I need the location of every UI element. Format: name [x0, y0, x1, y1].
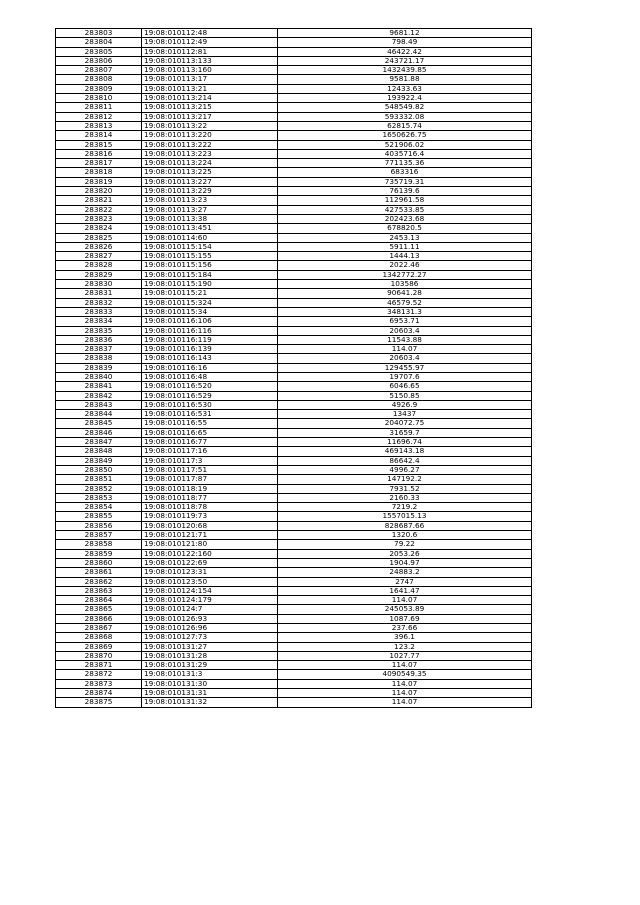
cadastral-number-cell: 19:08:010117:16: [142, 447, 278, 456]
value-cell: 114.07: [278, 596, 532, 605]
cadastral-number-cell: 19:08:010116:116: [142, 326, 278, 335]
record-number-cell: 283839: [56, 363, 142, 372]
table-row: [56, 558, 532, 567]
table-row: [56, 121, 532, 130]
cadastral-number-cell: 19:08:010113:17: [142, 75, 278, 84]
table-row: [56, 252, 532, 261]
record-number-cell: 283855: [56, 512, 142, 521]
record-number-cell: 283831: [56, 289, 142, 298]
cadastral-number-cell: 19:08:010113:220: [142, 131, 278, 140]
table-row: [56, 670, 532, 679]
table-row: [56, 605, 532, 614]
table-row: [56, 484, 532, 493]
table-row: [56, 242, 532, 251]
record-number-cell: 283858: [56, 540, 142, 549]
value-cell: 123.2: [278, 642, 532, 651]
table-row: [56, 317, 532, 326]
cadastral-number-cell: 19:08:010113:27: [142, 205, 278, 214]
value-cell: 20603.4: [278, 326, 532, 335]
table-row: [56, 66, 532, 75]
record-number-cell: 283816: [56, 149, 142, 158]
value-cell: 593332.08: [278, 112, 532, 121]
record-number-cell: 283848: [56, 447, 142, 456]
value-cell: 204072.75: [278, 419, 532, 428]
table-row: [56, 549, 532, 558]
table-row: [56, 233, 532, 242]
table-row: [56, 149, 532, 158]
record-number-cell: 283824: [56, 224, 142, 233]
record-number-cell: 283854: [56, 503, 142, 512]
value-cell: 427533.85: [278, 205, 532, 214]
cadastral-number-cell: 19:08:010113:133: [142, 56, 278, 65]
cadastral-number-cell: 19:08:010113:160: [142, 66, 278, 75]
record-number-cell: 283857: [56, 531, 142, 540]
cadastral-number-cell: 19:08:010113:227: [142, 177, 278, 186]
cadastral-number-cell: 19:08:010116:143: [142, 354, 278, 363]
record-number-cell: 283829: [56, 270, 142, 279]
table-row: [56, 391, 532, 400]
table-row: [56, 642, 532, 651]
record-number-cell: 283827: [56, 252, 142, 261]
cadastral-number-cell: 19:08:010118:19: [142, 484, 278, 493]
record-number-cell: 283832: [56, 298, 142, 307]
table-row: [56, 698, 532, 707]
table-row: [56, 493, 532, 502]
cadastral-number-cell: 19:08:010113:21: [142, 84, 278, 93]
table-row: [56, 465, 532, 474]
table-row: [56, 633, 532, 642]
value-cell: 678820.5: [278, 224, 532, 233]
value-cell: 2747: [278, 577, 532, 586]
data-table: [55, 28, 532, 708]
cadastral-number-cell: 19:08:010119:73: [142, 512, 278, 521]
record-number-cell: 283859: [56, 549, 142, 558]
table-row: [56, 224, 532, 233]
table-row: [56, 131, 532, 140]
value-cell: 11543.88: [278, 335, 532, 344]
table-row: [56, 596, 532, 605]
value-cell: 1557015.13: [278, 512, 532, 521]
value-cell: 112961.58: [278, 196, 532, 205]
table-row: [56, 326, 532, 335]
cadastral-number-cell: 19:08:010116:529: [142, 391, 278, 400]
record-number-cell: 283856: [56, 521, 142, 530]
record-number-cell: 283826: [56, 242, 142, 251]
cadastral-number-cell: 19:08:010113:229: [142, 187, 278, 196]
record-number-cell: 283874: [56, 689, 142, 698]
record-number-cell: 283864: [56, 596, 142, 605]
cadastral-number-cell: 19:08:010113:215: [142, 103, 278, 112]
value-cell: 735719.31: [278, 177, 532, 186]
table-row: [56, 428, 532, 437]
table-row: [56, 679, 532, 688]
value-cell: 46422.42: [278, 47, 532, 56]
record-number-cell: 283867: [56, 624, 142, 633]
cadastral-number-cell: 19:08:010116:55: [142, 419, 278, 428]
table-row: [56, 410, 532, 419]
record-number-cell: 283808: [56, 75, 142, 84]
value-cell: 245053.89: [278, 605, 532, 614]
value-cell: 202423.68: [278, 214, 532, 223]
record-number-cell: 283817: [56, 159, 142, 168]
record-number-cell: 283852: [56, 484, 142, 493]
cadastral-number-cell: 19:08:010115:184: [142, 270, 278, 279]
value-cell: 114.07: [278, 679, 532, 688]
record-number-cell: 283850: [56, 465, 142, 474]
table-row: [56, 475, 532, 484]
cadastral-number-cell: 19:08:010117:51: [142, 465, 278, 474]
record-number-cell: 283844: [56, 410, 142, 419]
value-cell: 1027.77: [278, 651, 532, 660]
value-cell: 396.1: [278, 633, 532, 642]
cadastral-number-cell: 19:08:010113:217: [142, 112, 278, 121]
table-row: [56, 531, 532, 540]
value-cell: 46579.52: [278, 298, 532, 307]
cadastral-number-cell: 19:08:010118:77: [142, 493, 278, 502]
record-number-cell: 283875: [56, 698, 142, 707]
record-number-cell: 283809: [56, 84, 142, 93]
record-number-cell: 283842: [56, 391, 142, 400]
table-row: [56, 651, 532, 660]
record-number-cell: 283804: [56, 38, 142, 47]
cadastral-number-cell: 19:08:010117:87: [142, 475, 278, 484]
record-number-cell: 283815: [56, 140, 142, 149]
value-cell: 86642.4: [278, 456, 532, 465]
cadastral-number-cell: 19:08:010112:81: [142, 47, 278, 56]
value-cell: 31659.7: [278, 428, 532, 437]
record-number-cell: 283828: [56, 261, 142, 270]
value-cell: 521906.02: [278, 140, 532, 149]
table-row: [56, 577, 532, 586]
table-row: [56, 38, 532, 47]
record-number-cell: 283830: [56, 280, 142, 289]
cadastral-number-cell: 19:08:010123:31: [142, 568, 278, 577]
table-row: [56, 438, 532, 447]
record-number-cell: 283866: [56, 614, 142, 623]
cadastral-number-cell: 19:08:010116:531: [142, 410, 278, 419]
table-row: [56, 112, 532, 121]
value-cell: 6046.65: [278, 382, 532, 391]
value-cell: 114.07: [278, 345, 532, 354]
record-number-cell: 283820: [56, 187, 142, 196]
cadastral-number-cell: 19:08:010115:190: [142, 280, 278, 289]
cadastral-number-cell: 19:08:010124:7: [142, 605, 278, 614]
record-number-cell: 283825: [56, 233, 142, 242]
record-number-cell: 283861: [56, 568, 142, 577]
cadastral-number-cell: 19:08:010131:29: [142, 661, 278, 670]
record-number-cell: 283803: [56, 29, 142, 38]
cadastral-number-cell: 19:08:010113:22: [142, 121, 278, 130]
value-cell: 771135.36: [278, 159, 532, 168]
cadastral-number-cell: 19:08:010123:50: [142, 577, 278, 586]
cadastral-number-cell: 19:08:010131:27: [142, 642, 278, 651]
cadastral-number-cell: 19:08:010114:60: [142, 233, 278, 242]
value-cell: 1342772.27: [278, 270, 532, 279]
cadastral-number-cell: 19:08:010121:71: [142, 531, 278, 540]
table-row: [56, 187, 532, 196]
table-body: [56, 29, 532, 708]
record-number-cell: 283812: [56, 112, 142, 121]
value-cell: 1904.97: [278, 558, 532, 567]
cadastral-number-cell: 19:08:010115:155: [142, 252, 278, 261]
record-number-cell: 283851: [56, 475, 142, 484]
cadastral-number-cell: 19:08:010116:48: [142, 372, 278, 381]
record-number-cell: 283841: [56, 382, 142, 391]
table-row: [56, 140, 532, 149]
record-number-cell: 283838: [56, 354, 142, 363]
value-cell: 2053.26: [278, 549, 532, 558]
value-cell: 79.22: [278, 540, 532, 549]
cadastral-number-cell: 19:08:010116:65: [142, 428, 278, 437]
value-cell: 828687.66: [278, 521, 532, 530]
record-number-cell: 283822: [56, 205, 142, 214]
table-row: [56, 447, 532, 456]
value-cell: 469143.18: [278, 447, 532, 456]
table-row: [56, 689, 532, 698]
table-row: [56, 29, 532, 38]
cadastral-number-cell: 19:08:010124:154: [142, 586, 278, 595]
record-number-cell: 283843: [56, 400, 142, 409]
cadastral-number-cell: 19:08:010113:223: [142, 149, 278, 158]
cadastral-number-cell: 19:08:010116:119: [142, 335, 278, 344]
value-cell: 2022.46: [278, 261, 532, 270]
cadastral-number-cell: 19:08:010117:3: [142, 456, 278, 465]
cadastral-number-cell: 19:08:010131:32: [142, 698, 278, 707]
value-cell: 9681.12: [278, 29, 532, 38]
value-cell: 1320.6: [278, 531, 532, 540]
record-number-cell: 283835: [56, 326, 142, 335]
value-cell: 20603.4: [278, 354, 532, 363]
record-number-cell: 283837: [56, 345, 142, 354]
table-row: [56, 270, 532, 279]
table-row: [56, 280, 532, 289]
value-cell: 243721.17: [278, 56, 532, 65]
record-number-cell: 283834: [56, 317, 142, 326]
value-cell: 1432439.85: [278, 66, 532, 75]
table-row: [56, 196, 532, 205]
cadastral-number-cell: 19:08:010112:49: [142, 38, 278, 47]
value-cell: 348131.3: [278, 307, 532, 316]
value-cell: 114.07: [278, 661, 532, 670]
value-cell: 4090549.35: [278, 670, 532, 679]
value-cell: 129455.97: [278, 363, 532, 372]
record-number-cell: 283849: [56, 456, 142, 465]
cadastral-number-cell: 19:08:010113:224: [142, 159, 278, 168]
value-cell: 147192.2: [278, 475, 532, 484]
record-number-cell: 283810: [56, 94, 142, 103]
table-row: [56, 168, 532, 177]
record-number-cell: 283870: [56, 651, 142, 660]
value-cell: 2453.13: [278, 233, 532, 242]
table-row: [56, 661, 532, 670]
record-number-cell: 283868: [56, 633, 142, 642]
value-cell: 1444.13: [278, 252, 532, 261]
value-cell: 13437: [278, 410, 532, 419]
table-row: [56, 345, 532, 354]
table-row: [56, 540, 532, 549]
value-cell: 11696.74: [278, 438, 532, 447]
value-cell: 193922.4: [278, 94, 532, 103]
table-row: [56, 568, 532, 577]
table-row: [56, 335, 532, 344]
cadastral-number-cell: 19:08:010124:179: [142, 596, 278, 605]
table-row: [56, 512, 532, 521]
record-number-cell: 283813: [56, 121, 142, 130]
value-cell: 19707.6: [278, 372, 532, 381]
record-number-cell: 283863: [56, 586, 142, 595]
table-row: [56, 419, 532, 428]
record-number-cell: 283871: [56, 661, 142, 670]
table-row: [56, 159, 532, 168]
table-row: [56, 372, 532, 381]
value-cell: 6953.71: [278, 317, 532, 326]
cadastral-number-cell: 19:08:010131:28: [142, 651, 278, 660]
record-number-cell: 283818: [56, 168, 142, 177]
record-number-cell: 283814: [56, 131, 142, 140]
value-cell: 114.07: [278, 689, 532, 698]
table-row: [56, 84, 532, 93]
record-number-cell: 283845: [56, 419, 142, 428]
record-number-cell: 283836: [56, 335, 142, 344]
cadastral-number-cell: 19:08:010131:31: [142, 689, 278, 698]
cadastral-number-cell: 19:08:010115:156: [142, 261, 278, 270]
record-number-cell: 283811: [56, 103, 142, 112]
cadastral-number-cell: 19:08:010120:68: [142, 521, 278, 530]
cadastral-number-cell: 19:08:010113:225: [142, 168, 278, 177]
value-cell: 90641.28: [278, 289, 532, 298]
value-cell: 114.07: [278, 698, 532, 707]
table-row: [56, 382, 532, 391]
table-row: [56, 205, 532, 214]
table-row: [56, 503, 532, 512]
cadastral-number-cell: 19:08:010113:38: [142, 214, 278, 223]
record-number-cell: 283862: [56, 577, 142, 586]
value-cell: 103586: [278, 280, 532, 289]
table-row: [56, 307, 532, 316]
table-row: [56, 354, 532, 363]
cadastral-number-cell: 19:08:010122:160: [142, 549, 278, 558]
record-number-cell: 283860: [56, 558, 142, 567]
record-number-cell: 283823: [56, 214, 142, 223]
cadastral-number-cell: 19:08:010116:530: [142, 400, 278, 409]
value-cell: 2160.33: [278, 493, 532, 502]
table-row: [56, 75, 532, 84]
cadastral-number-cell: 19:08:010113:222: [142, 140, 278, 149]
value-cell: 12433.63: [278, 84, 532, 93]
cadastral-number-cell: 19:08:010115:154: [142, 242, 278, 251]
value-cell: 1641.47: [278, 586, 532, 595]
cadastral-number-cell: 19:08:010116:139: [142, 345, 278, 354]
value-cell: 62815.74: [278, 121, 532, 130]
value-cell: 4996.27: [278, 465, 532, 474]
cadastral-number-cell: 19:08:010118:78: [142, 503, 278, 512]
table-row: [56, 214, 532, 223]
cadastral-number-cell: 19:08:010116:16: [142, 363, 278, 372]
table-row: [56, 624, 532, 633]
cadastral-number-cell: 19:08:010115:34: [142, 307, 278, 316]
cadastral-number-cell: 19:08:010115:21: [142, 289, 278, 298]
cadastral-number-cell: 19:08:010113:451: [142, 224, 278, 233]
record-number-cell: 283872: [56, 670, 142, 679]
document-page: [55, 28, 531, 708]
table-row: [56, 94, 532, 103]
cadastral-number-cell: 19:08:010127:73: [142, 633, 278, 642]
value-cell: 1087.69: [278, 614, 532, 623]
table-row: [56, 103, 532, 112]
table-row: [56, 400, 532, 409]
value-cell: 24883.2: [278, 568, 532, 577]
value-cell: 7219.2: [278, 503, 532, 512]
table-row: [56, 614, 532, 623]
value-cell: 76139.6: [278, 187, 532, 196]
value-cell: 7931.52: [278, 484, 532, 493]
cadastral-number-cell: 19:08:010112:48: [142, 29, 278, 38]
value-cell: 237.66: [278, 624, 532, 633]
value-cell: 1650626.75: [278, 131, 532, 140]
record-number-cell: 283805: [56, 47, 142, 56]
value-cell: 4926.9: [278, 400, 532, 409]
record-number-cell: 283840: [56, 372, 142, 381]
table-row: [56, 261, 532, 270]
cadastral-number-cell: 19:08:010122:69: [142, 558, 278, 567]
record-number-cell: 283807: [56, 66, 142, 75]
cadastral-number-cell: 19:08:010121:80: [142, 540, 278, 549]
table-row: [56, 521, 532, 530]
table-row: [56, 177, 532, 186]
cadastral-number-cell: 19:08:010126:93: [142, 614, 278, 623]
record-number-cell: 283869: [56, 642, 142, 651]
value-cell: 798.49: [278, 38, 532, 47]
record-number-cell: 283873: [56, 679, 142, 688]
cadastral-number-cell: 19:08:010113:214: [142, 94, 278, 103]
table-row: [56, 56, 532, 65]
record-number-cell: 283821: [56, 196, 142, 205]
table-row: [56, 456, 532, 465]
value-cell: 9581.88: [278, 75, 532, 84]
cadastral-number-cell: 19:08:010116:106: [142, 317, 278, 326]
record-number-cell: 283806: [56, 56, 142, 65]
record-number-cell: 283846: [56, 428, 142, 437]
table-row: [56, 298, 532, 307]
cadastral-number-cell: 19:08:010126:96: [142, 624, 278, 633]
record-number-cell: 283865: [56, 605, 142, 614]
value-cell: 683316: [278, 168, 532, 177]
cadastral-number-cell: 19:08:010131:3: [142, 670, 278, 679]
value-cell: 5150.85: [278, 391, 532, 400]
value-cell: 548549.82: [278, 103, 532, 112]
table-row: [56, 289, 532, 298]
value-cell: 5911.11: [278, 242, 532, 251]
cadastral-number-cell: 19:08:010116:77: [142, 438, 278, 447]
table-row: [56, 586, 532, 595]
record-number-cell: 283847: [56, 438, 142, 447]
record-number-cell: 283833: [56, 307, 142, 316]
value-cell: 4035716.4: [278, 149, 532, 158]
cadastral-number-cell: 19:08:010113:23: [142, 196, 278, 205]
table-row: [56, 363, 532, 372]
table-row: [56, 47, 532, 56]
cadastral-number-cell: 19:08:010131:30: [142, 679, 278, 688]
record-number-cell: 283819: [56, 177, 142, 186]
cadastral-number-cell: 19:08:010115:324: [142, 298, 278, 307]
record-number-cell: 283853: [56, 493, 142, 502]
cadastral-number-cell: 19:08:010116:520: [142, 382, 278, 391]
